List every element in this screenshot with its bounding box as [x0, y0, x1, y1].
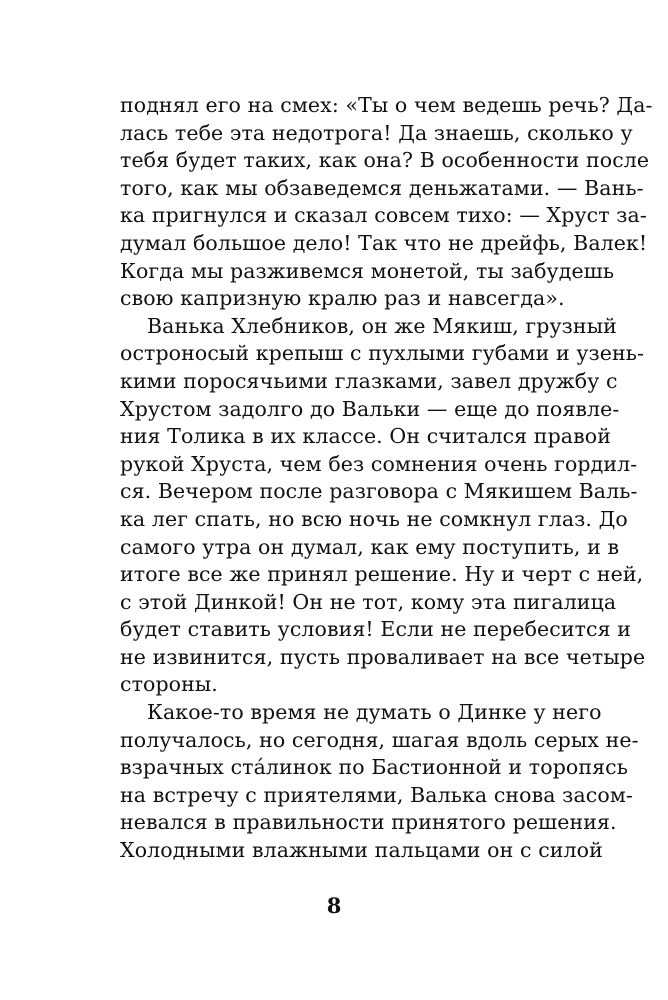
text-line: думал большое дело! Так что не дрейфь, Валек!	[120, 230, 648, 255]
text-line: ка пригнулся и сказал совсем тихо: — Хруст за-	[120, 203, 647, 228]
text-line: поднял его на смех: «Ты о чем ведешь речь? Да-	[120, 93, 653, 117]
text-line: будет ставить условия! Если не перебесится и	[120, 617, 632, 642]
text-line: тебя будет таких, как она? В особенности после	[120, 148, 650, 173]
text-line: на встречу с приятелями, Валька снова засом-	[120, 782, 633, 807]
text-line: стороны.	[120, 672, 218, 697]
text-line: с этой Динкой! Он не тот, кому эта пигалица	[120, 589, 617, 614]
text-line: ся. Вечером после разговора с Мякишем Валь-	[120, 479, 638, 504]
text-line: остроносый крепыш с пухлыми губами и узень-	[120, 341, 645, 366]
text-line: итоге все же принял решение. Ну и черт с ней,	[120, 562, 644, 587]
text-line: свою капризную кралю раз и навсегда».	[120, 286, 565, 311]
body-text	[120, 92, 653, 865]
paragraph-1	[120, 92, 653, 313]
text-line: Когда мы разживемся монетой, ты забудешь	[120, 258, 615, 283]
text-line: взрачных ста́линок по Бастионной и торопясь	[120, 755, 628, 780]
page-number: 8	[326, 893, 342, 918]
paragraph-2	[120, 313, 646, 699]
text-line: Какое-то время не думать о Динке у него	[147, 700, 602, 725]
text-line: не извинится, пусть проваливает на все четыре	[120, 644, 646, 669]
text-line: Хрустом задолго до Вальки — еще до появле-	[120, 396, 620, 421]
text-line: того, как мы обзаведемся деньжатами. — Вань-	[120, 175, 644, 200]
text-line: ния Толика в их классе. Он считался правой	[120, 424, 611, 449]
text-line: самого утра он думал, как ему поступить, и в	[120, 534, 620, 559]
text-line: лась тебе эта недотрога! Да знаешь, сколько у	[120, 120, 633, 145]
text-line: Холодными влажными пальцами он с силой	[120, 838, 603, 863]
text-line: получалось, но сегодня, шагая вдоль серых не-	[120, 727, 639, 752]
text-line: Ванька Хлебников, он же Мякиш, грузный	[147, 313, 617, 338]
text-line: кими поросячьими глазками, завел дружбу с	[120, 368, 618, 393]
text-line: невался в правильности принятого решения.	[120, 810, 617, 835]
paragraph-3	[120, 699, 639, 865]
text-line: ка лег спать, но всю ночь не сомкнул глаз. До	[120, 506, 628, 531]
text-line: рукой Хруста, чем без сомнения очень гордил-	[120, 451, 638, 476]
